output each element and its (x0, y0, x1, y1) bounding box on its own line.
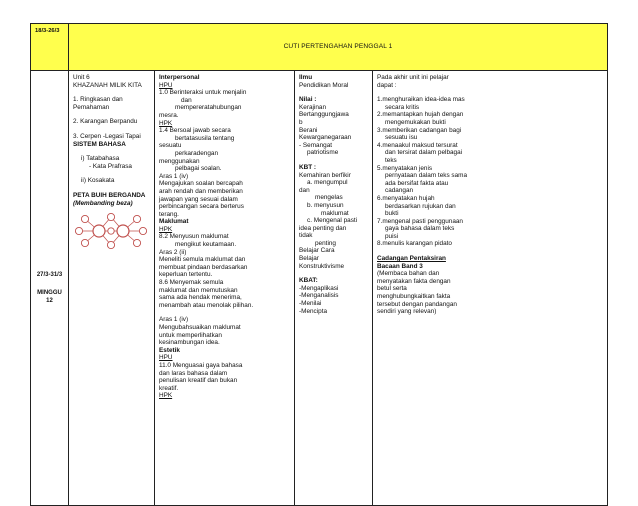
unit-line: 2. Karangan Berpandu (73, 118, 138, 126)
objective-line: HPU (159, 354, 173, 362)
week-cell (31, 71, 69, 506)
outcome-line: menyatakan fakta dengan (377, 277, 451, 285)
objective-line: Mengajukan soalan bercapah (159, 180, 243, 188)
objective-line: mengikut keutamaan. (175, 241, 237, 249)
outcome-lines (377, 74, 603, 316)
objective-line: menggunakan (159, 157, 200, 165)
ilmu-line: c. Mengenal pasti (307, 217, 358, 225)
week-row (31, 71, 608, 506)
objective-line: Estetik (159, 346, 180, 354)
ilmu-line: -Menilai (299, 300, 322, 308)
ilmu-line: -Mencipta (299, 307, 328, 315)
unit-line (73, 185, 150, 192)
objective-line: kreatif. (159, 384, 179, 392)
ilmu-line: dan (299, 186, 310, 194)
objective-line: menambah atau menolak pilihan. (159, 301, 254, 309)
ilmu-line: maklumat (321, 209, 349, 217)
ilmu-line: b. menyusun (307, 201, 344, 209)
outcome-line: dapat : (377, 81, 397, 89)
objective-cell (155, 71, 295, 506)
outcome-line: 2.memantapkan hujah dengan (377, 111, 464, 119)
ilmu-line: tidak (299, 232, 313, 240)
objective-line: mempereratahubungan (175, 104, 242, 112)
outcome-line: tersebut dengan pandangan (377, 300, 457, 308)
outcome-line: gaya bahasa dalam teks (385, 225, 455, 233)
ilmu-line (299, 89, 368, 96)
outcome-line: betul serta (377, 285, 407, 293)
unit-line: ii) Kosakata (81, 177, 115, 185)
week-number: 12 (46, 298, 53, 304)
objective-line: 11.0 Menguasai gaya bahasa (159, 361, 243, 369)
unit-line: Unit 6 (73, 74, 90, 81)
lesson-plan-page (30, 23, 608, 506)
unit-cell (69, 71, 155, 506)
objective-line: arah rendah dan memberikan (159, 187, 243, 195)
outcome-line (377, 89, 603, 96)
outcome-line: 1.menghuraikan idea-idea mas (377, 96, 465, 104)
outcome-line: 6.menyatakan hujah (377, 194, 435, 202)
objective-line: mesra. (159, 111, 179, 119)
ilmu-line: - Semangat (299, 141, 333, 149)
double-bubble-map-icon (73, 211, 149, 251)
unit-line: i) Tatabahasa (81, 155, 120, 163)
outcome-line: 8.menulis karangan pidato (377, 240, 452, 248)
objective-line: penulisan kreatif dan bukan (159, 377, 238, 385)
objective-line: jawapan yang sesuai dalam (159, 195, 238, 203)
unit-line: (Membanding beza) (73, 199, 133, 207)
outcome-line: mengemukakan bukti (385, 118, 446, 126)
ilmu-line: Pendidikan Moral (299, 81, 349, 89)
objective-line: pelbagai soalan. (175, 165, 222, 173)
week-date: 27/3-31/3 (36, 272, 63, 278)
outcome-line: cadangan (385, 187, 414, 195)
outcome-line: bukti (385, 210, 399, 218)
ilmu-line: Konstruktivisme (299, 262, 345, 270)
outcome-line: secara kritis (385, 103, 420, 111)
ilmu-line: Kerajinan (299, 103, 327, 111)
ilmu-line (299, 270, 368, 277)
objective-line: Aras 1 (iv) (159, 172, 189, 180)
objective-line: 8.6 Menyemak semula (159, 279, 224, 287)
outcome-line: puisi (385, 232, 399, 240)
objective-line: keperluan tertentu. (159, 271, 213, 279)
holiday-date: 18/3-26/3 (31, 24, 69, 71)
unit-line (73, 89, 150, 96)
objective-line: membuat pindaan berdasarkan (159, 263, 248, 271)
ilmu-line: Nilai : (299, 96, 317, 104)
objective-line: perbincangan secara berterus (159, 203, 244, 211)
ilmu-line: -Mengaplikasi (299, 284, 339, 292)
ilmu-line: b (299, 118, 303, 126)
unit-line (73, 111, 150, 118)
outcome-line: menghubungkaitkan fakta (377, 293, 451, 301)
ilmu-line: penting (315, 239, 336, 247)
objective-line: HPK (159, 119, 173, 127)
objective-line: dan (181, 96, 192, 104)
ilmu-line: Bertanggungjawa (299, 111, 349, 119)
unit-line: SISTEM BAHASA (73, 140, 126, 148)
ilmu-line: Belajar (299, 255, 319, 263)
unit-lines (73, 74, 150, 207)
unit-line: 1. Ringkasan dan (73, 96, 123, 104)
objective-line: Aras 1 (iv) (159, 316, 189, 324)
unit-line: - Kata Prafrasa (89, 162, 132, 170)
ilmu-line: Berani (299, 126, 318, 134)
outcome-line: Pada akhir unit ini pelajar (377, 74, 449, 81)
ilmu-line: mengelas (315, 194, 343, 202)
ilmu-line: -Menganalisis (299, 292, 339, 300)
objective-line: Interpersonal (159, 74, 200, 81)
objective-line: perkaradengan (175, 149, 218, 157)
ilmu-line: Belajar Cara (299, 247, 335, 255)
objective-line: Meneliti semula maklumat dan (159, 256, 246, 264)
objective-line: Maklumat (159, 218, 189, 226)
objective-line: terang. (159, 210, 179, 218)
outcome-cell (373, 71, 608, 506)
objective-line: sama ada hendak menerima, (159, 294, 242, 302)
outcome-line: sesuatu isu (385, 134, 418, 142)
holiday-row (31, 24, 608, 71)
outcome-line: Cadangan Pentaksiran (377, 255, 446, 263)
unit-line: KHAZANAH MILIK KITA (73, 81, 142, 89)
ilmu-line: idea penting dan (299, 224, 347, 232)
ilmu-cell (295, 71, 373, 506)
outcome-line: sendiri yang relevan) (377, 308, 437, 316)
outcome-line: berdasarkan rujukan dan (385, 202, 456, 210)
objective-line (159, 309, 290, 316)
ilmu-line: patriotisme (307, 149, 339, 157)
unit-line: 3. Cerpen -Legasi Tapai (73, 132, 141, 140)
outcome-line: Bacaan Band 3 (377, 262, 423, 270)
unit-line: Pemahaman (73, 103, 110, 111)
objective-lines (159, 74, 290, 400)
objective-line: bertatasusila tentang (175, 134, 235, 142)
objective-line: untuk memperlihatkan (159, 331, 222, 339)
outcome-line (377, 248, 603, 255)
ilmu-line: KBAT: (299, 277, 318, 285)
objective-line: sesuatu (159, 142, 182, 150)
ilmu-lines (299, 74, 368, 315)
objective-line: dan laras bahasa dalam (159, 369, 228, 377)
week-label: MINGGU (37, 290, 62, 296)
objective-line: 1.0 Berinteraksi untuk menjalin (159, 89, 247, 97)
outcome-line: 3.memberikan cadangan bagi (377, 126, 462, 134)
outcome-line: dan tersirat dalam pelbagai (385, 149, 463, 157)
unit-line: PETA BUIH BERGANDA (73, 191, 146, 199)
holiday-title: CUTI PERTENGAHAN PENGGAL 1 (69, 24, 608, 71)
outcome-line: (Membaca bahan dan (377, 270, 440, 278)
ilmu-line: Kewarganegaraan (299, 134, 352, 142)
ilmu-line: a. mengumpul (307, 179, 348, 187)
objective-line: HPK (159, 392, 173, 400)
unit-line (73, 170, 150, 177)
unit-line (73, 126, 150, 133)
outcome-line: ada bersifat fakta atau (385, 179, 449, 187)
objective-line: maklumat dan memutuskan (159, 286, 238, 294)
ilmu-line (299, 157, 368, 164)
ilmu-line: Kemahiran berfikir (299, 171, 351, 179)
objective-line: HPK (159, 225, 173, 233)
objective-line: 8.2 Menyusun maklumat (159, 233, 229, 241)
lesson-plan-table (30, 23, 608, 506)
objective-line: kesinambungan idea. (159, 339, 220, 347)
outcome-line: teks (385, 156, 397, 164)
outcome-line: 7.mengenal pasti penggunaan (377, 217, 463, 225)
outcome-line: 5.menyatakan jenis (377, 164, 433, 172)
ilmu-line: KBT : (299, 163, 317, 171)
ilmu-line: Ilmu (299, 74, 313, 81)
objective-line: 1.4 Bersoal jawab secara (159, 127, 231, 135)
unit-line (73, 148, 150, 155)
outcome-line: 4.menaakul maksud tersurat (377, 141, 458, 149)
objective-line: Aras 2 (ii) (159, 248, 187, 256)
objective-line: HPU (159, 81, 173, 89)
objective-line: Mengubahsuaikan maklumat (159, 324, 241, 331)
outcome-line: pernyataan dalam teks sama (385, 172, 468, 180)
